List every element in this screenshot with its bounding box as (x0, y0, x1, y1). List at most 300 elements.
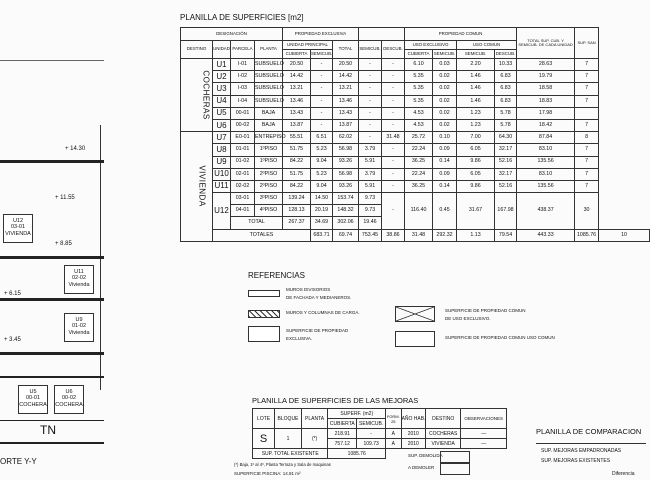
value-cell: 5.23 (311, 144, 333, 156)
parcel-cell: I-01 (231, 59, 255, 71)
floor-slab (0, 256, 104, 259)
value-cell: - (311, 83, 333, 95)
value-cell: 9.04 (311, 156, 333, 168)
header-cubierta: CUBIERTA (405, 50, 433, 59)
parcel-cell: 01-01 (231, 144, 255, 156)
value-cell: 5.35 (405, 95, 433, 107)
unit-parcel: 01-02 (71, 323, 87, 330)
value-cell: - (382, 95, 405, 107)
value-cell: 32.17 (495, 168, 517, 180)
value-cell: 22.24 (405, 168, 433, 180)
ref-common-excl-swatch (395, 306, 435, 322)
comparison-line: SUP. MEJORAS EMPADRONADAS (541, 448, 622, 454)
parcel-cell: 04-01 (231, 205, 255, 217)
mj-note: (*) Baja, 1º al 4º, Planta Terraza y Sala de maquinas (234, 462, 331, 467)
unit-label: U5 (29, 389, 37, 395)
table-row (181, 132, 650, 144)
unit-use: COCHERA (19, 401, 47, 408)
totals-label: TOTALES (213, 229, 311, 241)
header-blank (359, 28, 405, 41)
group-label: COCHERAS (201, 70, 211, 120)
value-cell: 5.35 (405, 83, 433, 95)
header-semicub: SEMICUB. (457, 50, 495, 59)
unit-parcel: 03-01 (10, 224, 26, 231)
value-cell: - (311, 71, 333, 83)
ref-text: MUROS DIVISORIOS (286, 287, 331, 292)
ref-wall-swatch (248, 290, 280, 297)
floor-slab (0, 376, 104, 378)
value-cell: 13.87 (283, 119, 311, 131)
header-total-cub: TOTAL SUP. CUB. Y SEMICUB. DE CADA UNIDAD (517, 28, 575, 59)
header-descub: DESCUB. (495, 50, 517, 59)
value-cell: 9.04 (311, 180, 333, 192)
value-cell: - (382, 144, 405, 156)
mj-header-superf: SUPERF. (m2) (328, 409, 386, 419)
section-drawing (0, 0, 120, 480)
mejoras-title: PLANILLA DE SUPERFICIES DE LAS MEJORAS (252, 396, 419, 405)
unit-box-u6 (54, 385, 84, 414)
value-cell: 302.06 (333, 217, 359, 229)
value-cell: 443.33 (517, 229, 575, 241)
mj-cell: 2010 (401, 439, 425, 449)
value-cell: 0.09 (433, 144, 457, 156)
value-cell: 0.02 (433, 107, 457, 119)
value-cell: 64.30 (495, 132, 517, 144)
value-cell: 13.21 (333, 83, 359, 95)
table-row (181, 107, 650, 119)
value-cell: - (359, 59, 382, 71)
value-cell: 18.83 (517, 95, 575, 107)
value-cell: 31.48 (382, 132, 405, 144)
value-cell: 51.75 (283, 168, 311, 180)
mj-a-demoler: A DEMOLER (408, 465, 435, 470)
unit-use: Vivienda (68, 281, 90, 288)
value-cell: 36.25 (405, 180, 433, 192)
ref-text: SUPERFICIE DE PROPIEDAD COMUN (445, 308, 526, 313)
parcel-cell: 00-02 (231, 119, 255, 131)
header-designacion: DESIGNACIÓN (181, 28, 283, 41)
mj-header-obs: OBSERVACIONES (461, 409, 507, 429)
value-cell: 56.98 (333, 168, 359, 180)
value-cell: 4.53 (405, 119, 433, 131)
value-cell: 83.10 (517, 144, 575, 156)
value-cell: 5.23 (311, 168, 333, 180)
value-cell: 0.02 (433, 95, 457, 107)
value-cell: 7.00 (457, 132, 495, 144)
unit-parcel: 00-01 (25, 395, 41, 402)
surface-table (180, 27, 650, 242)
mj-cell: COCHERAS (425, 429, 460, 439)
header-planta: PLANTA (255, 41, 283, 59)
level-label: + 14.30 (65, 146, 86, 152)
unit-cell: U6 (213, 119, 231, 131)
value-cell: 7 (575, 144, 599, 156)
parcel-cell: E0-01 (231, 132, 255, 144)
unit-cell: U2 (213, 71, 231, 83)
value-cell: 84.22 (283, 180, 311, 192)
floor-cell: 4ºPISO (255, 205, 283, 217)
value-cell: 153.74 (333, 193, 359, 205)
mj-header-form: FORM. 25 (386, 409, 402, 429)
header-cubierta: CUBIERTA (283, 50, 311, 59)
header-prop-exclusiva: PROPIEDAD EXCLUSIVA (283, 28, 359, 41)
value-cell: 7 (575, 95, 599, 107)
value-cell: 0.02 (433, 83, 457, 95)
value-cell: 25.72 (405, 132, 433, 144)
value-cell: 1.46 (457, 95, 495, 107)
header-descub: DESCUB. (382, 41, 405, 59)
value-cell: - (382, 156, 405, 168)
value-cell (575, 107, 599, 119)
value-cell: 8 (575, 132, 599, 144)
table-row (181, 83, 650, 95)
value-cell: - (382, 59, 405, 71)
value-cell: 79.54 (495, 229, 517, 241)
floor-cell: 1ºPISO (255, 156, 283, 168)
mj-existente-label: SUP. TOTAL EXISTENTE (253, 449, 328, 459)
table-row (181, 59, 650, 71)
value-cell: 18.58 (517, 83, 575, 95)
value-cell: 9.86 (457, 156, 495, 168)
wall-line (0, 442, 104, 444)
table-row (181, 180, 650, 192)
value-cell: 31.67 (457, 193, 495, 230)
ref-text: DE FACHADA Y MEDIANEROS. (286, 295, 352, 300)
parcel-cell: 01-02 (231, 156, 255, 168)
header-semicub: SEMICUB. (433, 50, 457, 59)
ref-text: MUROS Y COLUMNAS DE CARGA. (286, 310, 360, 315)
group-cocheras (181, 59, 213, 132)
value-cell: 0.02 (433, 71, 457, 83)
mj-header-anio: AÑO HAB. (401, 409, 425, 429)
value-cell: 13.43 (333, 107, 359, 119)
header-semicub: SEMICUB. (311, 50, 333, 59)
value-cell: 93.26 (333, 156, 359, 168)
value-cell: 62.02 (333, 132, 359, 144)
value-cell: - (359, 71, 382, 83)
value-cell: 6.05 (457, 168, 495, 180)
value-cell: - (359, 107, 382, 119)
value-cell: 28.63 (517, 59, 575, 71)
value-cell: 7 (575, 83, 599, 95)
mj-demolida: SUP. DEMOLIDA (408, 453, 443, 458)
value-cell: 14.42 (283, 71, 311, 83)
value-cell: 7 (575, 71, 599, 83)
header-uso-comun: USO COMUN (457, 41, 517, 50)
value-cell: - (382, 180, 405, 192)
group-label: VIVIENDA (197, 165, 207, 208)
unit-cell: U12 (213, 193, 231, 230)
floor-cell: 1ºPISO (255, 144, 283, 156)
mj-header-lote: LOTE (253, 409, 275, 429)
value-cell: 9.86 (457, 180, 495, 192)
mj-header-destino: DESTINO (425, 409, 460, 429)
mj-header-bloque: BLOQUE (275, 409, 302, 429)
value-cell: 3.79 (359, 144, 382, 156)
value-cell: 1.23 (457, 119, 495, 131)
wall-line (0, 420, 104, 421)
value-cell: 17.98 (517, 107, 575, 119)
value-cell: - (382, 193, 405, 230)
mj-cell: A (386, 439, 402, 449)
value-cell: 13.46 (283, 95, 311, 107)
value-cell: - (311, 95, 333, 107)
value-cell: 9.73 (359, 205, 382, 217)
value-cell: 6.83 (495, 95, 517, 107)
unit-parcel: 00-02 (61, 395, 77, 402)
value-cell: - (311, 59, 333, 71)
table-row (181, 119, 650, 131)
value-cell: 3.79 (359, 168, 382, 180)
value-cell: - (382, 107, 405, 119)
header-parcela: PARCELA (231, 41, 255, 59)
mj-bloque: 1 (275, 429, 302, 449)
parcel-cell: 02-02 (231, 180, 255, 192)
value-cell: 167.98 (495, 193, 517, 230)
parcel-cell: 03-01 (231, 193, 255, 205)
level-label: + 3.45 (4, 337, 21, 343)
unit-box-u5 (18, 385, 48, 414)
unit-cell: U10 (213, 168, 231, 180)
floor-cell: SUBSUELO (255, 71, 283, 83)
value-cell: 683.71 (311, 229, 333, 241)
unit-label: U9 (75, 317, 83, 323)
unit-cell: U11 (213, 180, 231, 192)
value-cell: 116.40 (405, 193, 433, 230)
comparison-rule (536, 443, 646, 444)
value-cell: 38.86 (382, 229, 405, 241)
value-cell: 32.17 (495, 144, 517, 156)
value-cell: 34.69 (311, 217, 333, 229)
unit-cell: U1 (213, 59, 231, 71)
value-cell: 7 (575, 59, 599, 71)
unit-cell: U8 (213, 144, 231, 156)
ref-exclusive-swatch (248, 326, 280, 342)
comparison-title: PLANILLA DE COMPARACION (536, 427, 642, 436)
mj-cell: — (461, 429, 507, 439)
value-cell: - (311, 119, 333, 131)
value-cell: 9.73 (359, 193, 382, 205)
value-cell: 438.37 (517, 193, 575, 230)
unit-box-u11 (64, 265, 94, 294)
value-cell: 36.25 (405, 156, 433, 168)
section-caption: ORTE Y-Y (0, 457, 37, 466)
value-cell: 14.42 (333, 71, 359, 83)
unit-cell: U4 (213, 95, 231, 107)
value-cell: 13.21 (283, 83, 311, 95)
value-cell: 7 (575, 119, 599, 131)
floor-cell: SUBSUELO (255, 83, 283, 95)
value-cell: - (311, 107, 333, 119)
value-cell: 0.10 (433, 132, 457, 144)
value-cell: 1.23 (457, 107, 495, 119)
floor-cell: 3ºPISO (255, 193, 283, 205)
value-cell: 6.51 (311, 132, 333, 144)
unit-box-u9 (64, 313, 94, 342)
value-cell: 51.75 (283, 144, 311, 156)
header-uso-exclusivo: USO EXCLUSIVO (405, 41, 457, 50)
value-cell: 1.46 (457, 83, 495, 95)
value-cell: 0.45 (433, 193, 457, 230)
value-cell: - (359, 95, 382, 107)
header-semicub: SEMICUB. (359, 41, 382, 59)
unit-use: COCHERA (55, 401, 83, 408)
value-cell: 5.91 (359, 180, 382, 192)
unit-cell: U9 (213, 156, 231, 168)
floor-cell: BAJA (255, 119, 283, 131)
value-cell: 5.91 (359, 156, 382, 168)
value-cell: 148.32 (333, 205, 359, 217)
value-cell: 5.78 (495, 119, 517, 131)
value-cell: 5.35 (405, 71, 433, 83)
subtotal-label: TOTAL (231, 217, 283, 229)
value-cell: 0.14 (433, 180, 457, 192)
parcel-cell: I-04 (231, 95, 255, 107)
value-cell: 267.37 (283, 217, 311, 229)
value-cell: 18.42 (517, 119, 575, 131)
mj-cell: 757.12 (328, 439, 357, 449)
header-total: TOTAL (333, 41, 359, 59)
group-vivienda (181, 132, 213, 242)
floor-slab (0, 298, 104, 301)
unit-cell: U7 (213, 132, 231, 144)
value-cell: 0.02 (433, 119, 457, 131)
floor-cell: ENTREPISO (255, 132, 283, 144)
parcel-cell: 02-01 (231, 168, 255, 180)
parcel-cell: 00-01 (231, 107, 255, 119)
ground-label: TN (40, 423, 56, 437)
value-cell: 6.83 (495, 83, 517, 95)
table-row (181, 71, 650, 83)
value-cell: - (359, 119, 382, 131)
value-cell: 1085.76 (575, 229, 599, 241)
value-cell: 128.13 (283, 205, 311, 217)
unit-label: U6 (65, 389, 73, 395)
mj-cell: 2010 (401, 429, 425, 439)
ref-text: DE USO EXCLUSIVO. (445, 316, 491, 321)
unit-use: Vivienda (68, 329, 90, 336)
ref-text: EXCLUSIVA. (286, 336, 313, 341)
value-cell: - (382, 119, 405, 131)
surface-table-title: PLANILLA DE SUPERFICIES [m2] (180, 13, 304, 22)
comparison-diff: Diferencia (612, 471, 635, 477)
mj-piscina: SUPERFICIE PISCINA: 14.91 m² (234, 471, 301, 476)
value-cell: - (359, 83, 382, 95)
value-cell: 52.16 (495, 180, 517, 192)
ref-text: SUPERFICIE DE PROPIEDAD (286, 328, 349, 333)
unit-parcel: 02-02 (71, 275, 87, 282)
value-cell: 135.56 (517, 180, 575, 192)
value-cell: 93.26 (333, 180, 359, 192)
mj-demolida-box (440, 451, 470, 463)
table-row (181, 193, 650, 205)
value-cell: 14.50 (311, 193, 333, 205)
value-cell: 135.56 (517, 156, 575, 168)
value-cell: 6.05 (457, 144, 495, 156)
mj-planta: (*) (301, 429, 328, 449)
value-cell: 5.78 (495, 107, 517, 119)
value-cell: - (359, 132, 382, 144)
wall-line (0, 60, 104, 61)
level-label: + 11.55 (55, 195, 75, 201)
value-cell: 55.51 (283, 132, 311, 144)
unit-label: U11 (74, 269, 84, 275)
ref-common-swatch (395, 331, 435, 347)
value-cell: 7 (575, 156, 599, 168)
value-cell: 7 (575, 180, 599, 192)
value-cell: 31.48 (405, 229, 433, 241)
value-cell: 6.10 (405, 59, 433, 71)
table-row (181, 144, 650, 156)
table-row (181, 168, 650, 180)
totals-row (181, 229, 650, 241)
mj-cell: VIVIENDA (425, 439, 460, 449)
value-cell: 292.32 (433, 229, 457, 241)
unit-cell: U5 (213, 107, 231, 119)
unit-cell: U3 (213, 83, 231, 95)
value-cell: 20.19 (311, 205, 333, 217)
value-cell: 10 (599, 229, 650, 241)
value-cell: 0.14 (433, 156, 457, 168)
value-cell: 19.79 (517, 71, 575, 83)
value-cell: 6.83 (495, 71, 517, 83)
mj-cell: - (357, 429, 386, 439)
value-cell: 0.03 (433, 59, 457, 71)
level-label: + 6.15 (4, 291, 21, 297)
ref-load-wall-swatch (248, 310, 280, 318)
floor-slab (0, 352, 104, 355)
floor-slab (0, 160, 104, 163)
value-cell: 1.13 (457, 229, 495, 241)
value-cell: 56.98 (333, 144, 359, 156)
header-unidad: UNIDAD (213, 41, 231, 59)
header-destino: DESTINO (181, 41, 213, 59)
value-cell: 0.09 (433, 168, 457, 180)
mj-lote: S (253, 429, 275, 449)
value-cell: - (382, 83, 405, 95)
mj-existente-value: 1085.76 (328, 449, 386, 459)
header-unidad-principal: UNIDAD PRINCIPAL (283, 41, 333, 50)
header-prop-comun: PROPIEDAD COMUN (405, 28, 517, 41)
floor-cell: BAJA (255, 107, 283, 119)
floor-cell: 2ºPISO (255, 180, 283, 192)
value-cell: 13.87 (333, 119, 359, 131)
value-cell: - (382, 168, 405, 180)
table-row (181, 156, 650, 168)
floor-cell: SUBSUELO (255, 95, 283, 107)
parcel-cell: I-03 (231, 83, 255, 95)
mj-cell: 218.91 (328, 429, 357, 439)
value-cell: 13.43 (283, 107, 311, 119)
value-cell: 2.20 (457, 59, 495, 71)
mj-a-demoler-box (440, 463, 470, 475)
value-cell: 20.50 (333, 59, 359, 71)
value-cell: 7 (575, 168, 599, 180)
mj-header-semi: SEMICUB. (357, 419, 386, 429)
mj-header-cub: CUBIERTA (329, 420, 355, 427)
value-cell: 19.46 (359, 217, 382, 229)
value-cell: - (382, 71, 405, 83)
unit-label: U12 (12, 218, 24, 224)
mj-header-planta: PLANTA (301, 409, 328, 429)
parcel-cell: I-02 (231, 71, 255, 83)
unit-use: VIVIENDA (5, 230, 31, 237)
value-cell: 139.24 (283, 193, 311, 205)
level-label: + 8.85 (55, 241, 72, 247)
value-cell: 87.84 (517, 132, 575, 144)
value-cell: 13.46 (333, 95, 359, 107)
value-cell: 753.45 (359, 229, 382, 241)
